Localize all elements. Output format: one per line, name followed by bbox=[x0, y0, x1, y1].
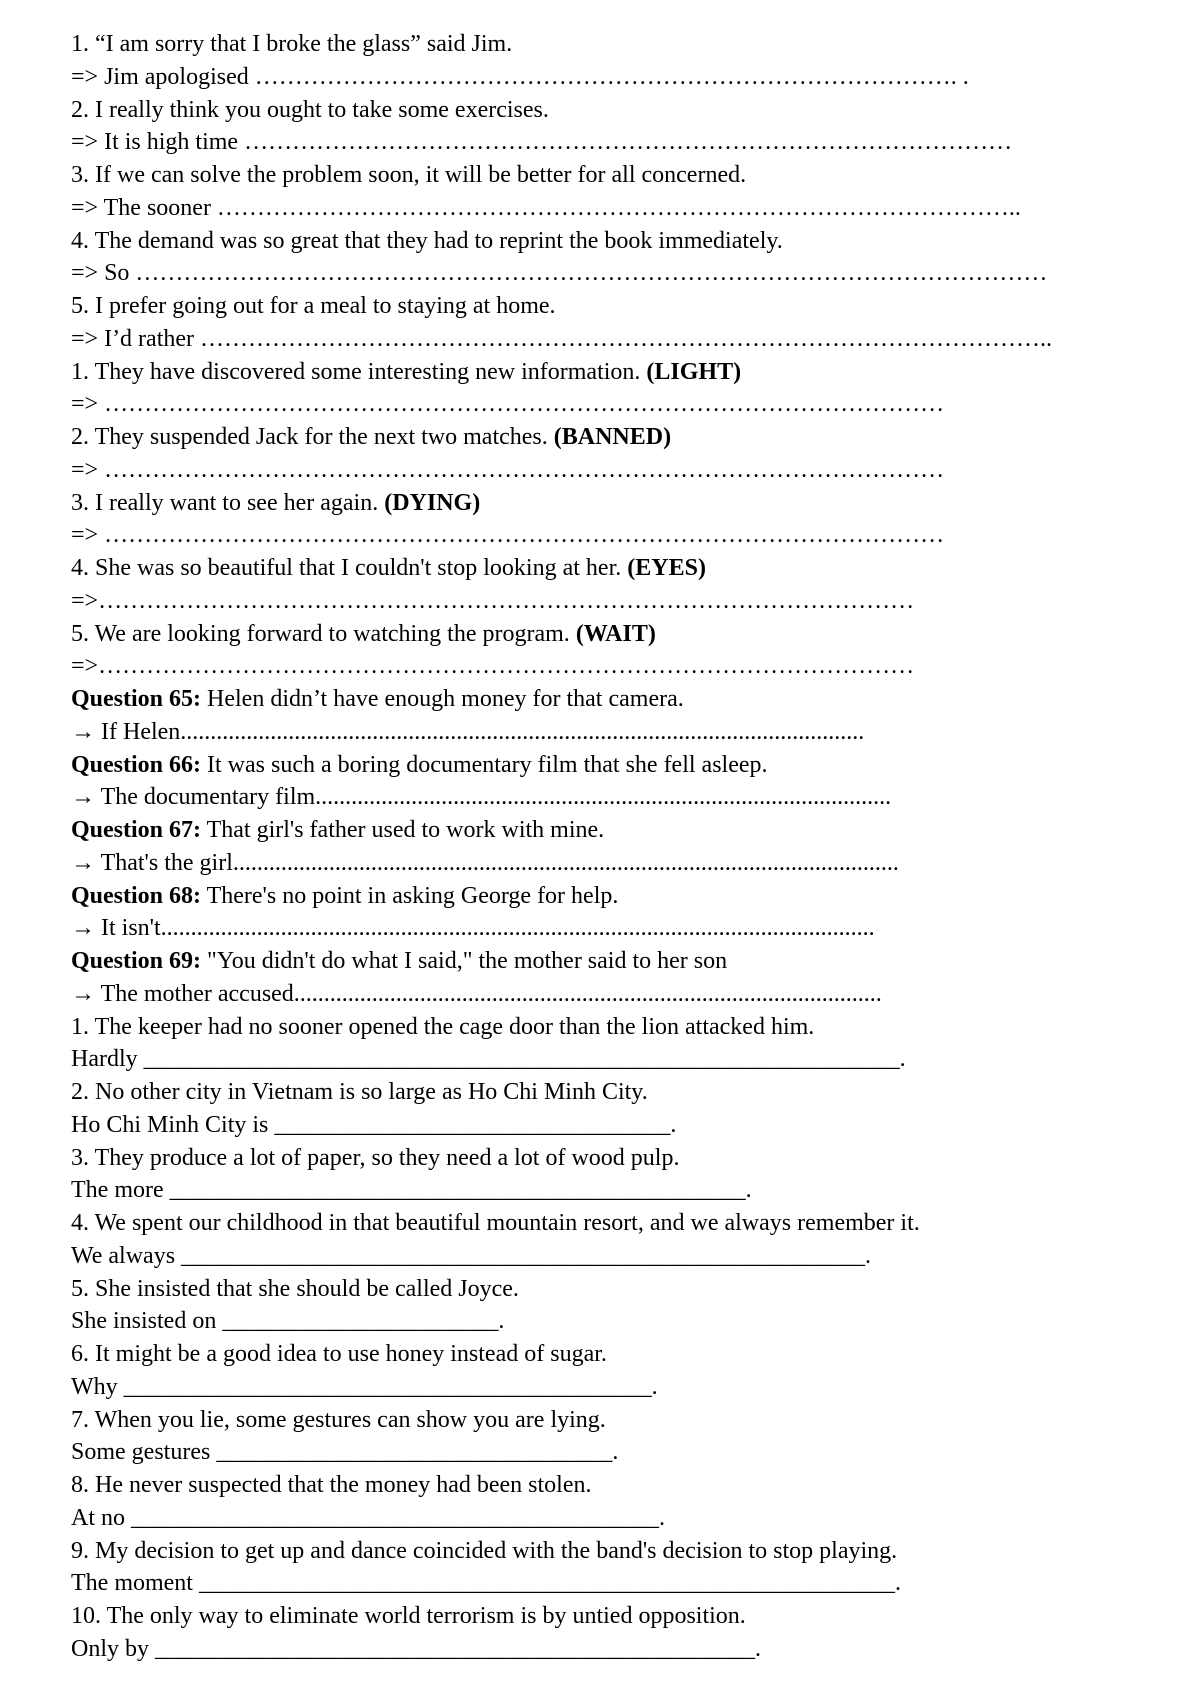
answer-line: → The documentary film................................................................................................ bbox=[71, 784, 892, 811]
exercise-prompt: 9. My decision to get up and dance coincided with the band's decision to stop playing. bbox=[71, 1537, 898, 1564]
answer-line: => The sooner ……………………………………………………………………………………….. bbox=[71, 194, 1021, 221]
exercise-prompt: 7. When you lie, some gestures can show you are lying. bbox=[71, 1406, 606, 1433]
exercise-prompt: 4. We spent our childhood in that beautiful mountain resort, and we always remember it. bbox=[71, 1210, 920, 1236]
answer-line: Ho Chi Minh City is _________________________________. bbox=[71, 1111, 677, 1138]
exercise-prompt bbox=[71, 552, 1161, 585]
exercise-prompt: 8. He never suspected that the money had been stolen. bbox=[71, 1472, 592, 1498]
exercise-prompt: 1. “I am sorry that I broke the glass” said Jim. bbox=[71, 31, 513, 57]
exercise-prompt bbox=[71, 683, 1161, 716]
answer-line: Hardly _______________________________________________________________. bbox=[71, 1046, 906, 1073]
answer-line: Only by __________________________________________________. bbox=[71, 1635, 761, 1662]
answer-line: => …………………………………………………………………………………………… bbox=[71, 391, 945, 418]
exercise-prompt: 2. No other city in Vietnam is so large as Ho Chi Minh City. bbox=[71, 1079, 648, 1105]
exercise-prompt: 1. The keeper had no sooner opened the cage door than the lion attacked him. bbox=[71, 1013, 815, 1040]
exercise-prompt bbox=[71, 421, 1161, 454]
answer-line: → It isn't....................................................................................................................... bbox=[71, 915, 875, 942]
keyword: (LIGHT) bbox=[646, 358, 742, 385]
prompt-text: 4. She was so beautiful that I couldn't stop looking at her. bbox=[71, 555, 622, 581]
answer-line: => So …………………………………………………………………………………………………… bbox=[71, 260, 1048, 287]
answer-line: Some gestures _________________________________. bbox=[71, 1439, 619, 1466]
exercise-prompt: 4. The demand was so great that they had to reprint the book immediately. bbox=[71, 227, 783, 254]
prompt-text: It was such a boring documentary film that she fell asleep. bbox=[201, 751, 768, 778]
exercise-prompt: 5. I prefer going out for a meal to staying at home. bbox=[71, 293, 556, 319]
exercise-prompt bbox=[71, 945, 1161, 978]
exercise-prompt bbox=[71, 749, 1161, 782]
question-label: Question 66: bbox=[71, 751, 202, 778]
question-label: Question 68: bbox=[71, 882, 202, 909]
prompt-text: 1. They have discovered some interesting new information. bbox=[71, 358, 641, 385]
prompt-text: 2. They suspended Jack for the next two matches. bbox=[71, 424, 548, 450]
answer-line: => I’d rather …………………………………………………………………………………………….. bbox=[71, 325, 1053, 352]
answer-line: We always _________________________________________________________. bbox=[71, 1242, 872, 1269]
prompt-text: 3. I really want to see her again. bbox=[71, 489, 379, 516]
answer-line: At no ____________________________________________. bbox=[71, 1504, 665, 1531]
answer-line: => Jim apologised ……………………………………………………………………………. . bbox=[71, 63, 969, 90]
prompt-text: Helen didn’t have enough money for that camera. bbox=[201, 686, 684, 712]
answer-line: The more ________________________________________________. bbox=[71, 1177, 752, 1204]
prompt-text: That girl's father used to work with mine. bbox=[201, 817, 605, 843]
keyword: (BANNED) bbox=[553, 424, 672, 450]
answer-line: She insisted on _______________________. bbox=[71, 1308, 505, 1335]
exercise-prompt: 6. It might be a good idea to use honey instead of sugar. bbox=[71, 1341, 607, 1367]
question-label: Question 65: bbox=[71, 686, 202, 712]
answer-line: → If Helen.................................................................................................................. bbox=[71, 718, 865, 745]
exercise-prompt: 2. I really think you ought to take some exercises. bbox=[71, 96, 549, 123]
answer-line: → That's the girl............................................................................................................... bbox=[71, 849, 899, 876]
answer-line: Why ____________________________________________. bbox=[71, 1373, 658, 1400]
exercise-prompt bbox=[71, 814, 1161, 847]
keyword: (EYES) bbox=[627, 555, 706, 581]
answer-line: → The mother accused.................................................................................................. bbox=[71, 980, 882, 1007]
answer-line: The moment __________________________________________________________. bbox=[71, 1570, 901, 1597]
prompt-text: There's no point in asking George for help. bbox=[201, 882, 619, 909]
answer-line: => …………………………………………………………………………………………… bbox=[71, 456, 945, 483]
question-label: Question 69: bbox=[71, 948, 202, 974]
answer-line: => It is high time …………………………………………………………………………………… bbox=[71, 129, 1013, 156]
question-label: Question 67: bbox=[71, 817, 202, 843]
keyword: (WAIT) bbox=[575, 620, 656, 647]
exercise-sheet bbox=[71, 28, 1161, 1666]
exercise-prompt: 10. The only way to eliminate world terrorism is by untied opposition. bbox=[71, 1603, 746, 1629]
exercise-prompt bbox=[71, 618, 1161, 651]
exercise-prompt bbox=[71, 487, 1161, 520]
exercise-prompt: 3. They produce a lot of paper, so they need a lot of wood pulp. bbox=[71, 1144, 680, 1171]
exercise-prompt bbox=[71, 880, 1161, 913]
exercise-prompt bbox=[71, 356, 1161, 389]
exercise-prompt: 3. If we can solve the problem soon, it will be better for all concerned. bbox=[71, 162, 747, 188]
answer-line: => …………………………………………………………………………………………… bbox=[71, 522, 945, 549]
keyword: (DYING) bbox=[384, 489, 481, 516]
answer-line: =>………………………………………………………………………………………… bbox=[71, 587, 915, 614]
prompt-text: "You didn't do what I said," the mother said to her son bbox=[201, 948, 728, 974]
prompt-text: 5. We are looking forward to watching the program. bbox=[71, 620, 570, 647]
exercise-prompt: 5. She insisted that she should be called Joyce. bbox=[71, 1275, 519, 1302]
answer-line: =>………………………………………………………………………………………… bbox=[71, 653, 915, 680]
